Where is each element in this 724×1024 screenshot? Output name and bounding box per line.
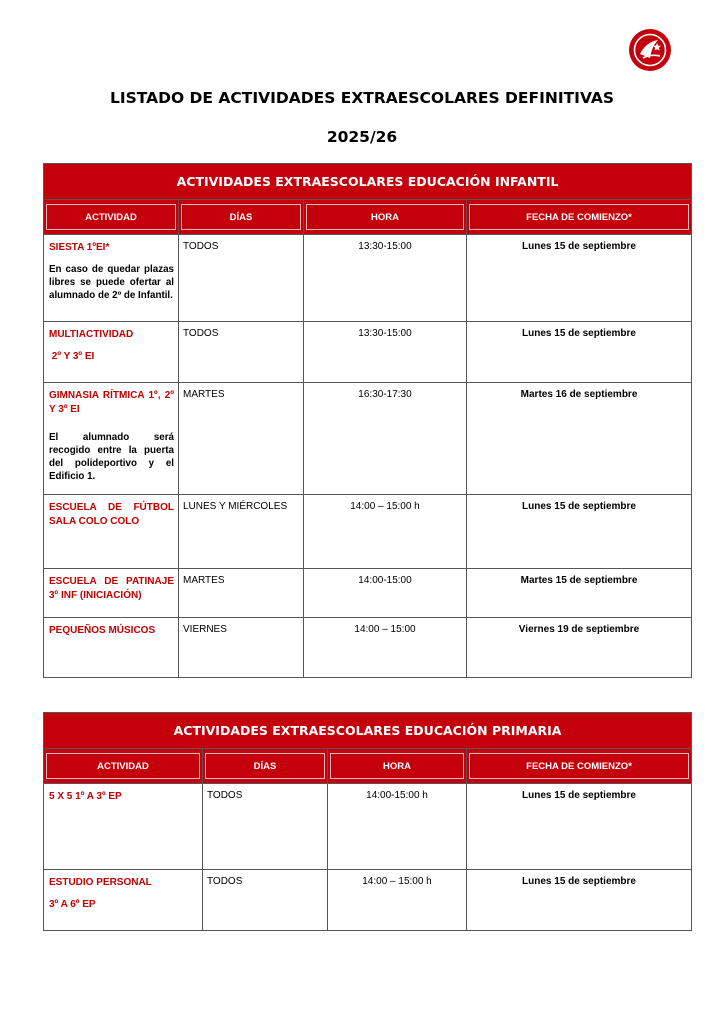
activity-hour: 14:00 – 15:00: [304, 618, 467, 678]
activity-days: TODOS: [179, 322, 304, 383]
activity-start-date: Lunes 15 de septiembre: [467, 870, 692, 931]
column-header-hour: HORA: [328, 749, 467, 784]
activity-start-date: Martes 15 de septiembre: [467, 569, 692, 618]
activity-start-date: Lunes 15 de septiembre: [467, 495, 692, 569]
column-header-activity: ACTIVIDAD: [44, 200, 179, 235]
table-banner: ACTIVIDADES EXTRAESCOLARES EDUCACIÓN INFANTIL: [44, 164, 692, 200]
activity-name: PEQUEÑOS MÚSICOS: [49, 625, 156, 636]
activity-grades: 3º A 6º EP: [49, 899, 96, 910]
activity-days: TODOS: [203, 870, 328, 931]
activity-days: MARTES: [179, 569, 304, 618]
activity-days: VIERNES: [179, 618, 304, 678]
table-row: [44, 618, 692, 678]
school-year: 2025/26: [326, 128, 398, 146]
activity-note: En caso de quedar plazas libres se puede ofertar al alumnado de 2º de Infantil.: [49, 264, 174, 301]
column-header-start-date: FECHA DE COMIENZO*: [467, 200, 692, 235]
activity-days: LUNES Y MIÉRCOLES: [179, 495, 304, 569]
activity-start-date: Lunes 15 de septiembre: [467, 784, 692, 870]
activity-note: El alumnado será recogido entre la puerta del polideportivo y el Edificio 1.: [49, 432, 174, 482]
table-row: [44, 383, 692, 495]
activity-name: GIMNASIA RÍTMICA 1º, 2º Y 3º EI: [49, 390, 174, 415]
activity-name: MULTIACTIVIDAD: [49, 329, 134, 340]
table-row: [44, 235, 692, 322]
activity-name: ESCUELA DE FÚTBOL SALA COLO COLO: [49, 502, 174, 527]
column-header-days: DÍAS: [203, 749, 328, 784]
table-row: [44, 870, 692, 931]
activity-name: SIESTA 1ºEI*: [49, 242, 110, 253]
table-banner: ACTIVIDADES EXTRAESCOLARES EDUCACIÓN PRIMARIA: [44, 713, 692, 749]
activity-start-date: Viernes 19 de septiembre: [467, 618, 692, 678]
activity-days: TODOS: [203, 784, 328, 870]
activity-name: ESTUDIO PERSONAL: [49, 877, 152, 888]
activity-start-date: Martes 16 de septiembre: [467, 383, 692, 495]
activity-hour: 14:00-15:00: [304, 569, 467, 618]
activity-start-date: Lunes 15 de septiembre: [467, 235, 692, 322]
table-row: [44, 569, 692, 618]
activity-days: MARTES: [179, 383, 304, 495]
table-row: [44, 322, 692, 383]
activity-grades: 2º Y 3º EI: [49, 351, 95, 362]
activity-hour: 14:00 – 15:00 h: [304, 495, 467, 569]
column-header-hour: HORA: [304, 200, 467, 235]
column-header-activity: ACTIVIDAD: [44, 749, 203, 784]
activity-hour: 16:30-17:30: [304, 383, 467, 495]
activity-name: ESCUELA DE PATINAJE 3º INF (INICIACIÓN): [49, 576, 174, 601]
column-header-days: DÍAS: [179, 200, 304, 235]
table-row: [44, 784, 692, 870]
activity-hour: 14:00-15:00 h: [328, 784, 467, 870]
activity-name: 5 X 5 1º A 3º EP: [49, 791, 122, 802]
activity-start-date: Lunes 15 de septiembre: [467, 322, 692, 383]
activity-hour: 13:30-15:00: [304, 322, 467, 383]
table-row: [44, 495, 692, 569]
infantil-activities-table: [43, 163, 692, 678]
activity-days: TODOS: [179, 235, 304, 322]
column-header-start-date: FECHA DE COMIENZO*: [467, 749, 692, 784]
activity-hour: 14:00 – 15:00 h: [328, 870, 467, 931]
school-logo-icon: [628, 28, 672, 72]
primaria-activities-table: [43, 712, 692, 931]
page-title: LISTADO DE ACTIVIDADES EXTRAESCOLARES DEFINITIVAS: [109, 89, 615, 107]
activity-hour: 13:30-15:00: [304, 235, 467, 322]
